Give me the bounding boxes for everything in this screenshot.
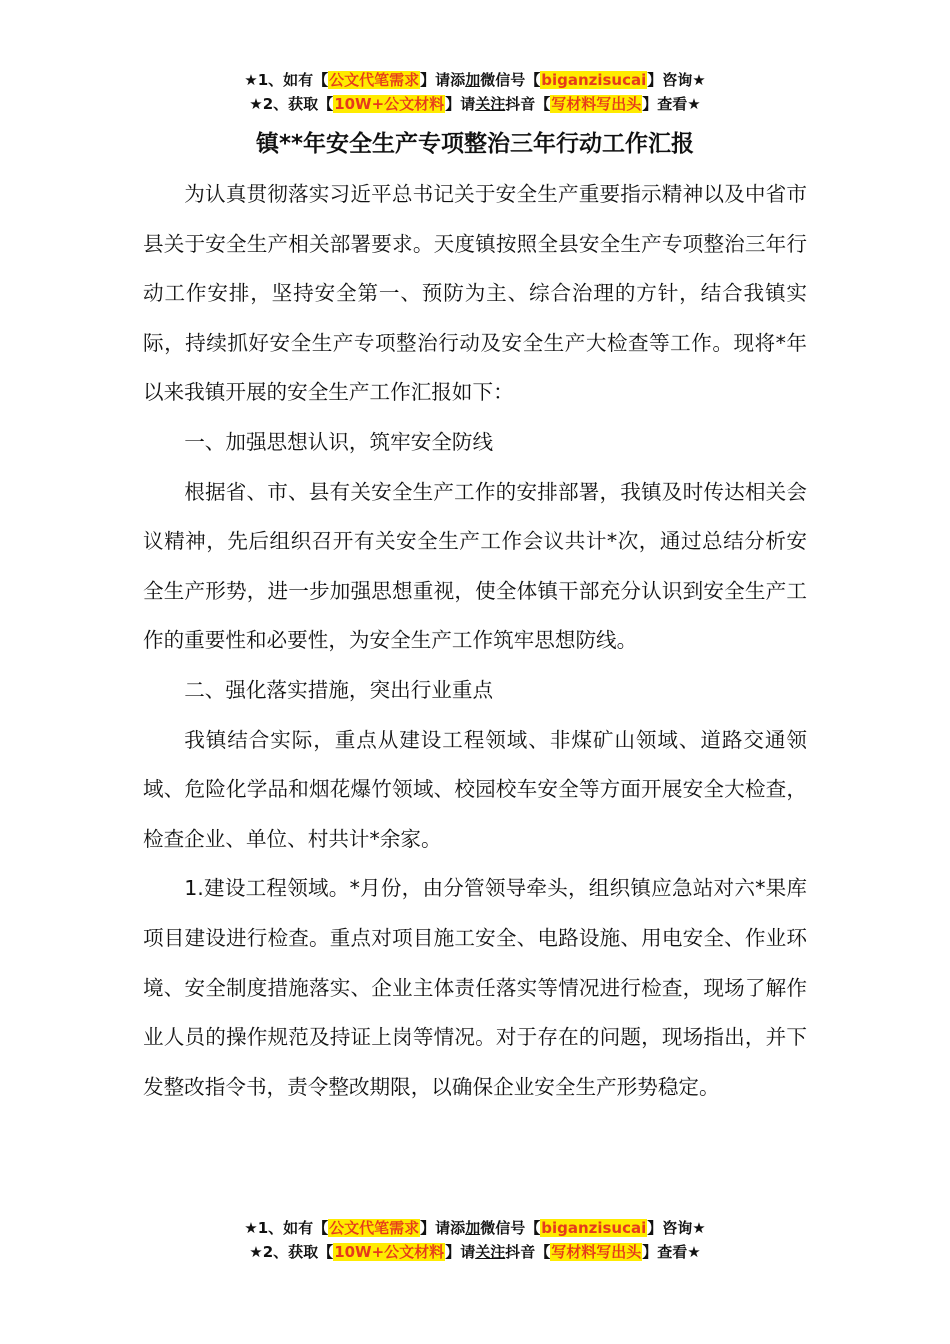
subsection-1-paragraph: 1.建设工程领域。*月份，由分管领导牵头，组织镇应急站对六*果库项目建设进行检查。重点对项目施工安全、电路设施、用电安全、作业环境、安全制度措施落实、企业主体责任落实等情况进行检查，现场了解作业人员的操作规范及持证上岗等情况。对于存在的问题，现场指出，并下发整改指令书，责令整改期限，以确保企业安全生产形势稳定。 xyxy=(143,876,807,1099)
promo-highlight: 写材料写出头 xyxy=(551,95,642,113)
promo-highlight: biganzisucai xyxy=(541,71,647,89)
promo-highlight: 公文代笔需求 xyxy=(329,1219,420,1237)
intro-paragraph: 为认真贯彻落实习近平总书记关于安全生产重要指示精神以及中省市县关于安全生产相关部署要求。天度镇按照全县安全生产专项整治三年行动工作安排，坚持安全第一、预防为主、综合治理的方针，结合我镇实际，持续抓好安全生产专项整治行动及安全生产大检查等工作。现将*年以来我镇开展的安全生产工作汇报如下： xyxy=(143,182,807,405)
promo-banner-top xyxy=(0,68,950,116)
promo-suffix: 】查看★ xyxy=(642,1243,701,1261)
promo-line-2 xyxy=(0,92,950,116)
promo-text: 抖音【 xyxy=(505,1243,551,1261)
section-2-paragraph: 我镇结合实际，重点从建设工程领域、非煤矿山领域、道路交通领域、危险化学品和烟花爆竹领域、校园校车安全等方面开展安全大检查，检查企业、单位、村共计*余家。 xyxy=(143,727,807,851)
promo-prefix: ★2、获取【 xyxy=(249,1243,334,1261)
promo-emphasis: 关注 xyxy=(475,1243,506,1261)
section-heading-2: 二、强化落实措施，突出行业重点 xyxy=(184,677,494,702)
promo-highlight: 公文代笔需求 xyxy=(329,71,420,89)
promo-highlight: 写材料写出头 xyxy=(551,1243,642,1261)
promo-highlight: biganzisucai xyxy=(541,1219,647,1237)
promo-text: 抖音【 xyxy=(505,95,551,113)
section-1-paragraph: 根据省、市、县有关安全生产工作的安排部署，我镇及时传达相关会议精神，先后组织召开有关安全生产工作会议共计*次，通过总结分析安全生产形势，进一步加强思想重视，使全体镇干部充分认识到安全生产工作的重要性和必要性，为安全生产工作筑牢思想防线。 xyxy=(143,479,807,653)
section-heading-1: 一、加强思想认识，筑牢安全防线 xyxy=(184,429,494,454)
promo-highlight: 10W+公文材料 xyxy=(334,95,445,113)
promo-text: 】请 xyxy=(445,95,476,113)
promo-suffix: 】查看★ xyxy=(642,95,701,113)
promo-banner-bottom xyxy=(0,1216,950,1264)
promo-line-2 xyxy=(0,1240,950,1264)
document-body xyxy=(143,170,807,1112)
promo-prefix: ★2、获取【 xyxy=(249,95,334,113)
promo-line-1 xyxy=(0,1216,950,1240)
promo-emphasis: 加 xyxy=(465,71,481,89)
promo-suffix: 】咨询★ xyxy=(647,71,706,89)
promo-highlight: 10W+公文材料 xyxy=(334,1243,445,1261)
promo-text: 微信号【 xyxy=(480,71,541,89)
promo-text: 微信号【 xyxy=(480,1219,541,1237)
promo-text: 】请添 xyxy=(420,1219,466,1237)
promo-prefix: ★1、如有【 xyxy=(244,1219,329,1237)
promo-emphasis: 加 xyxy=(465,1219,481,1237)
document-title: 镇**年安全生产专项整治三年行动工作汇报 xyxy=(255,131,695,157)
promo-text: 】请 xyxy=(445,1243,476,1261)
promo-emphasis: 关注 xyxy=(475,95,506,113)
promo-prefix: ★1、如有【 xyxy=(244,71,329,89)
promo-suffix: 】咨询★ xyxy=(647,1219,706,1237)
promo-text: 】请添 xyxy=(420,71,466,89)
promo-line-1 xyxy=(0,68,950,92)
